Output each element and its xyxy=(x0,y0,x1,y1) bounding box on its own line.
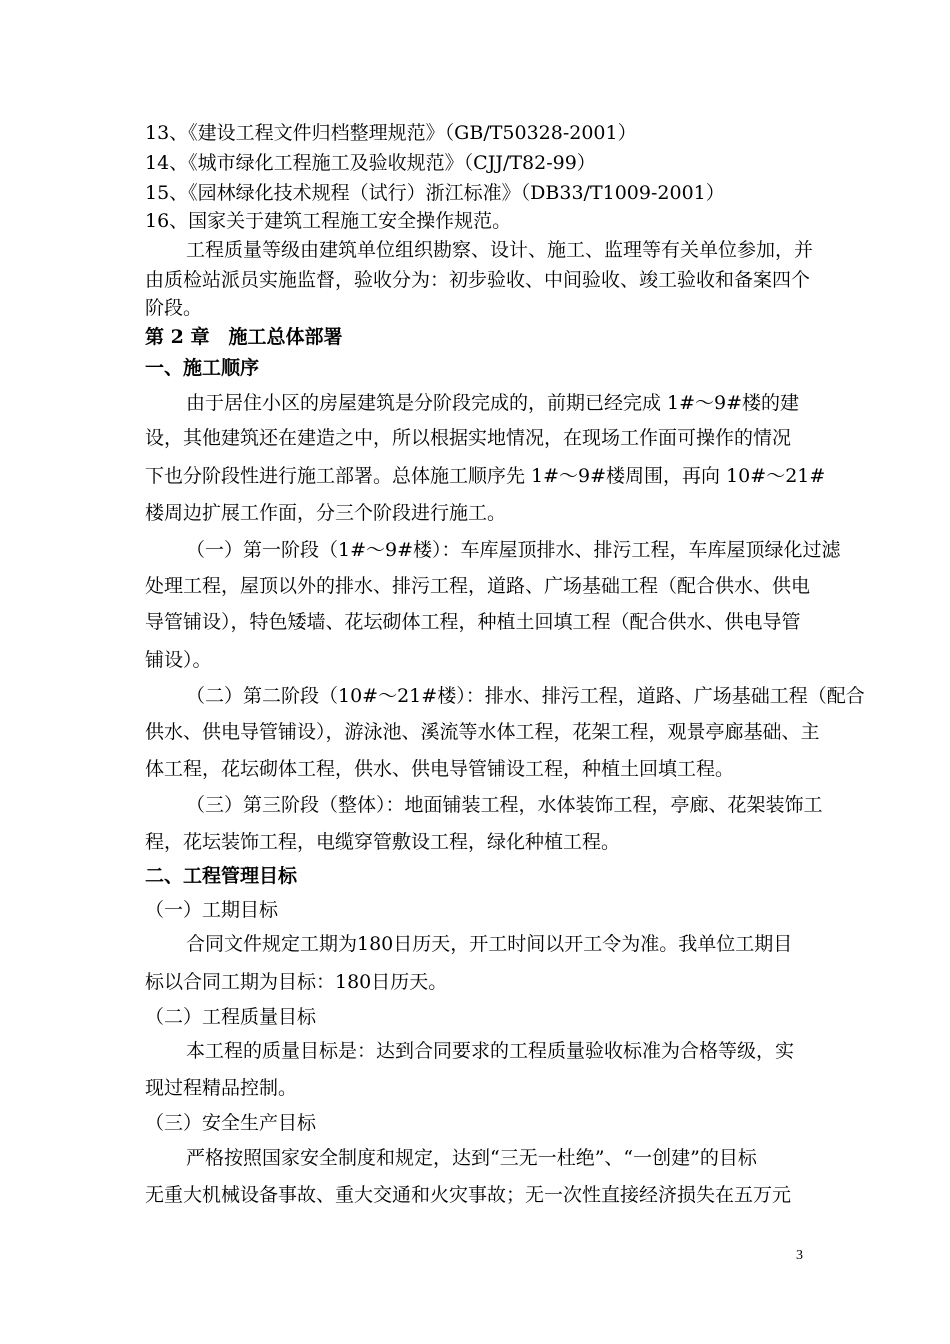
page-number: 3 xyxy=(796,1248,803,1263)
body-text: 阶段。 xyxy=(145,297,203,319)
body-text: 程，花坛装饰工程，电缆穿管敷设工程，绿化种植工程。 xyxy=(145,831,621,853)
body-text: 供水、供电导管铺设），游泳池、溪流等水体工程，花架工程，观景亭廊基础、主 xyxy=(145,721,820,743)
body-text: （二）第二阶段（10#～21#楼）：排水、排污工程，道路、广场基础工程（配合 xyxy=(186,685,865,707)
body-text: 导管铺设），特色矮墙、花坛砌体工程，种植土回填工程（配合供水、供电导管 xyxy=(145,611,801,633)
body-text: 合同文件规定工期为180日历天，开工时间以开工令为准。我单位工期目 xyxy=(186,933,793,955)
subsection-heading: （一）工期目标 xyxy=(145,899,279,921)
reference-item: 14、《城市绿化工程施工及验收规范》（CJJ/T82-99） xyxy=(145,152,596,174)
section-heading: 一、施工顺序 xyxy=(145,357,260,379)
body-text: 体工程，花坛砌体工程，供水、供电导管铺设工程，种植土回填工程。 xyxy=(145,758,735,780)
reference-item: 16、国家关于建筑工程施工安全操作规范。 xyxy=(145,210,512,232)
reference-item: 15、《园林绿化技术规程（试行）浙江标准》（DB33/T1009-2001） xyxy=(145,182,725,204)
body-text: 无重大机械设备事故、重大交通和火灾事故；无一次性直接经济损失在五万元 xyxy=(145,1184,792,1206)
body-text: 标以合同工期为目标：180日历天。 xyxy=(145,971,448,993)
body-text: （三）第三阶段（整体）：地面铺装工程，水体装饰工程，亭廊、花架装饰工 xyxy=(186,794,823,816)
body-text: 严格按照国家安全制度和规定，达到“三无一杜绝”、“一创建”的目标 xyxy=(186,1147,757,1169)
body-text: 现过程精品控制。 xyxy=(145,1077,298,1099)
body-text: 工程质量等级由建筑单位组织勘察、设计、施工、监理等有关单位参加，并 xyxy=(186,239,814,261)
subsection-heading: （二）工程质量目标 xyxy=(145,1006,317,1028)
body-text: 下也分阶段性进行施工部署。总体施工顺序先 1#～9#楼周围，再向 10#～21# xyxy=(145,465,826,487)
body-text: 铺设）。 xyxy=(145,649,212,671)
body-text: 处理工程，屋顶以外的排水、排污工程，道路、广场基础工程（配合供水、供电 xyxy=(145,575,811,597)
section-heading: 二、工程管理目标 xyxy=(145,865,298,887)
body-text: （一）第一阶段（1#～9#楼）：车库屋顶排水、排污工程，车库屋顶绿化过滤 xyxy=(186,539,841,561)
subsection-heading: （三）安全生产目标 xyxy=(145,1112,317,1134)
body-text: 由于居住小区的房屋建筑是分阶段完成的，前期已经完成 1#～9#楼的建 xyxy=(186,392,800,414)
reference-item: 13、《建设工程文件归档整理规范》（GB/T50328-2001） xyxy=(145,122,637,144)
body-text: 楼周边扩展工作面，分三个阶段进行施工。 xyxy=(145,502,507,524)
body-text: 设，其他建筑还在建造之中，所以根据实地情况，在现场工作面可操作的情况 xyxy=(145,427,792,449)
body-text: 本工程的质量目标是：达到合同要求的工程质量验收标准为合格等级，实 xyxy=(186,1040,795,1062)
chapter-title: 第 2 章 施工总体部署 xyxy=(145,326,343,348)
body-text: 由质检站派员实施监督，验收分为：初步验收、中间验收、竣工验收和备案四个 xyxy=(145,269,811,291)
